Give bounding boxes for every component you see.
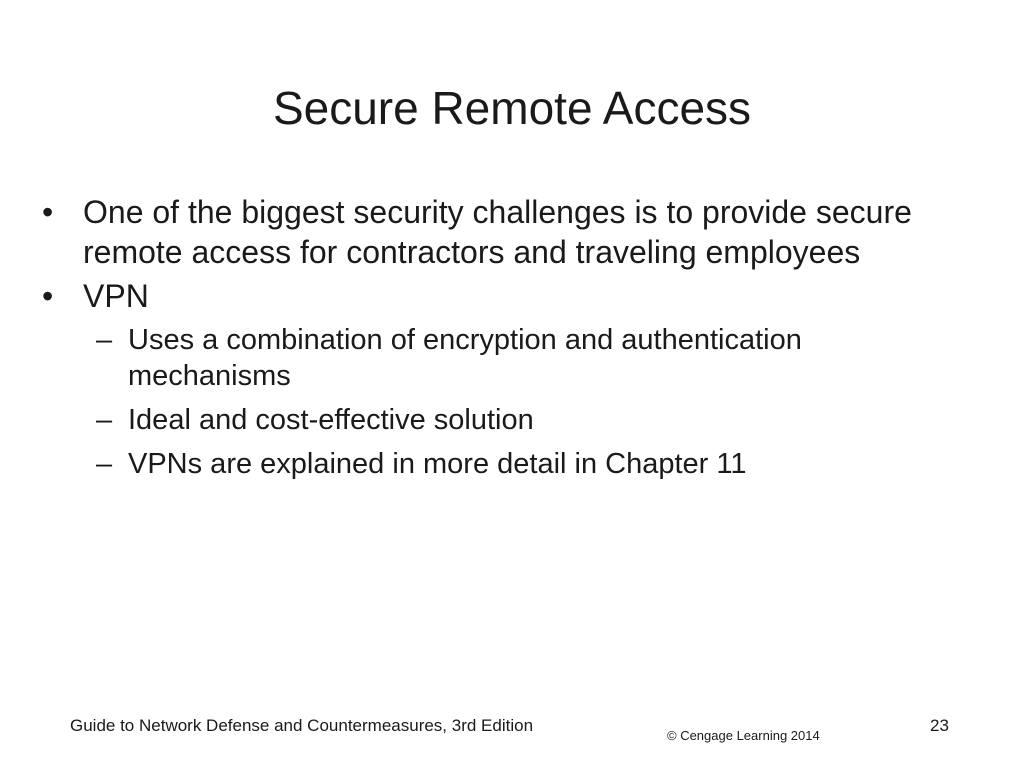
slide-title: Secure Remote Access <box>272 82 752 134</box>
bullet-text: One of the biggest security challenges is to provide secure remote access for contractors and traveling employees <box>83 194 912 270</box>
sub-bullet-text: Uses a combination of encryption and authentication mechanisms <box>128 324 802 392</box>
bullet-item <box>42 192 972 272</box>
bullet-marker: • <box>42 278 54 314</box>
sub-bullet-item <box>96 402 972 438</box>
sub-bullet-item <box>96 322 972 394</box>
bullet-item <box>42 276 972 316</box>
bullet-marker: • <box>42 194 54 230</box>
footer-book-title: Guide to Network Defense and Countermeasures, 3rd Edition <box>70 716 534 735</box>
footer-page-number: 23 <box>930 716 949 735</box>
sub-bullet-text: VPNs are explained in more detail in Chapter 11 <box>128 448 747 480</box>
sub-bullet-item <box>96 446 972 482</box>
footer-copyright: © Cengage Learning 2014 <box>667 728 820 743</box>
slide-body <box>42 192 972 490</box>
bullet-text: VPN <box>83 278 149 314</box>
sub-bullet-marker: – <box>96 324 113 356</box>
sub-bullet-marker: – <box>96 448 113 480</box>
sub-bullet-text: Ideal and cost-effective solution <box>128 404 534 436</box>
sub-bullet-marker: – <box>96 404 113 436</box>
